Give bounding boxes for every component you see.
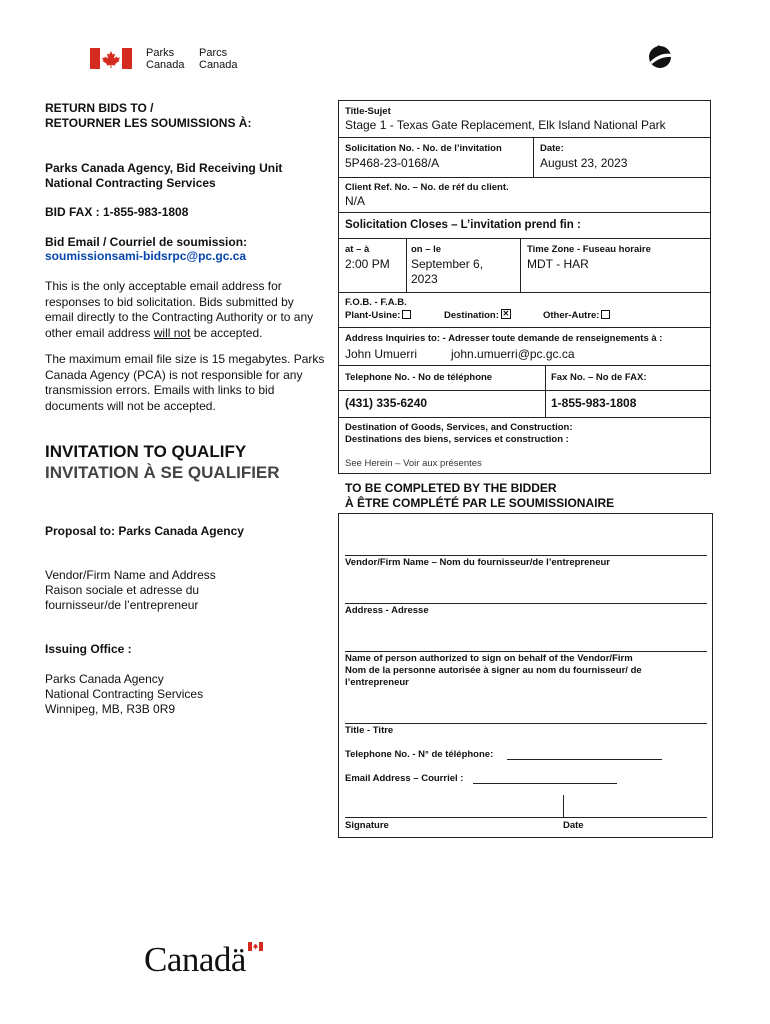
contact-name: John Umuerri (345, 347, 418, 361)
contact-email[interactable]: john.umuerri@pc.gc.ca (451, 347, 575, 361)
issuing-office-label: Issuing Office : (45, 642, 132, 656)
email-field[interactable] (473, 783, 617, 784)
telephone-label: Telephone No. - No de téléphone (345, 372, 493, 383)
canada-wordmark: Canadä (144, 938, 269, 982)
authorized-person-field[interactable]: Name of person authorized to sign on behalf of the Vendor/Firm Nom de la personne autorisée à signer au nom du fournisseur/ de l’entrepreneur (345, 653, 642, 688)
email-field-label: Email Address – Courriel : (345, 773, 464, 784)
return-bids-heading: RETURN BIDS TO / RETOURNER LES SOUMISSIONS À: (45, 101, 252, 130)
time-zone-value: MDT - HAR (527, 257, 589, 271)
telephone-field[interactable] (507, 759, 662, 760)
logo-text-en: Parks Canada (146, 47, 185, 71)
destination-goods-label: Destination of Goods, Services, and Construction: Destinations des biens, services et construction : (345, 422, 573, 445)
plant-checkbox[interactable] (402, 310, 411, 319)
time-zone-label: Time Zone - Fuseau horaire (527, 244, 651, 255)
fax-label: Fax No. – No de FAX: (551, 372, 647, 383)
address-field[interactable]: Address - Adresse (345, 605, 429, 616)
solicitation-closes-label: Solicitation Closes – L’invitation prend fin : (345, 219, 581, 231)
at-label: at – à (345, 244, 370, 255)
title-value: Stage 1 - Texas Gate Replacement, Elk Island National Park (345, 118, 666, 132)
logo-text-fr: Parcs Canada (199, 47, 238, 71)
destination-checkbox[interactable]: ✕ (502, 309, 510, 319)
title-field[interactable]: Title - Titre (345, 725, 394, 736)
fob-label: F.O.B. - F.A.B. (345, 297, 407, 308)
date-value: August 23, 2023 (540, 156, 628, 170)
client-ref-value: N/A (345, 194, 366, 208)
agency-name: Parks Canada Agency, Bid Receiving Unit National Contracting Services (45, 161, 283, 190)
on-label: on – le (411, 244, 442, 255)
proposal-to: Proposal to: Parks Canada Agency (45, 524, 244, 538)
beaver-icon (645, 42, 675, 72)
solicitation-no-value: 5P468-23-0168/A (345, 156, 440, 170)
email-policy-paragraph: This is the only acceptable email address for responses to bid solicitation. Bids submitted by email directly to the Contracting Authority or to any other email address will not be accepted. (45, 279, 314, 340)
date-label: Date: (540, 143, 564, 154)
bid-fax: BID FAX : 1-855-983-1808 (45, 205, 189, 219)
parks-canada-flag-logo (90, 48, 132, 69)
email-link[interactable]: soumissionsami-bidsrpc@pc.gc.ca (45, 249, 247, 263)
inquiries-label: Address Inquiries to: - Adresser toute demande de renseignements à : (345, 333, 663, 344)
bid-email-label: Bid Email / Courriel de soumission: (45, 235, 248, 249)
solicitation-no-label: Solicitation No. - No. de l’invitation (345, 143, 502, 154)
other-checkbox[interactable] (601, 310, 610, 319)
telephone-value: (431) 335-6240 (345, 396, 428, 410)
fax-value: 1-855-983-1808 (551, 396, 637, 410)
file-size-paragraph: The maximum email file size is 15 megabytes. Parks Canada Agency (PCA) is not responsible for any transmission errors. Emails with links to bid documents will not be accepted. (45, 352, 325, 413)
telephone-field-label: Telephone No. - N° de téléphone: (345, 749, 494, 760)
title-en: INVITATION TO QUALIFY (45, 442, 247, 461)
bidder-heading: TO BE COMPLETED BY THE BIDDER À ÊTRE COMPLÉTÉ PAR LE SOUMISSIONAIRE (345, 481, 615, 510)
time-value: 2:00 PM (345, 257, 390, 271)
client-ref-label: Client Ref. No. – No. de réf du client. (345, 182, 509, 193)
other-autre-option[interactable]: Other-Autre: (543, 310, 610, 322)
canada-flag-icon (248, 942, 263, 951)
date-field[interactable]: Date (563, 820, 584, 831)
destination-option[interactable]: Destination: ✕ (444, 309, 510, 321)
plant-usine-option[interactable]: Plant-Usine: (345, 310, 411, 322)
see-herein: See Herein – Voir aux présentes (345, 458, 482, 469)
signature-field[interactable]: Signature (345, 820, 389, 831)
title-label: Title-Sujet (345, 106, 391, 117)
title-fr: INVITATION À SE QUALIFIER (45, 463, 280, 482)
issuing-office-address: Parks Canada Agency National Contracting Services Winnipeg, MB, R3B 0R9 (45, 672, 204, 716)
vendor-address-label: Vendor/Firm Name and Address Raison sociale et adresse du fournisseur/de l’entrepreneur (45, 568, 216, 612)
vendor-name-field[interactable]: Vendor/Firm Name – Nom du fournisseur/de l’entrepreneur (345, 557, 611, 568)
bid-email-link[interactable] (45, 249, 246, 264)
closing-date-value: September 6, 2023 (411, 257, 484, 286)
